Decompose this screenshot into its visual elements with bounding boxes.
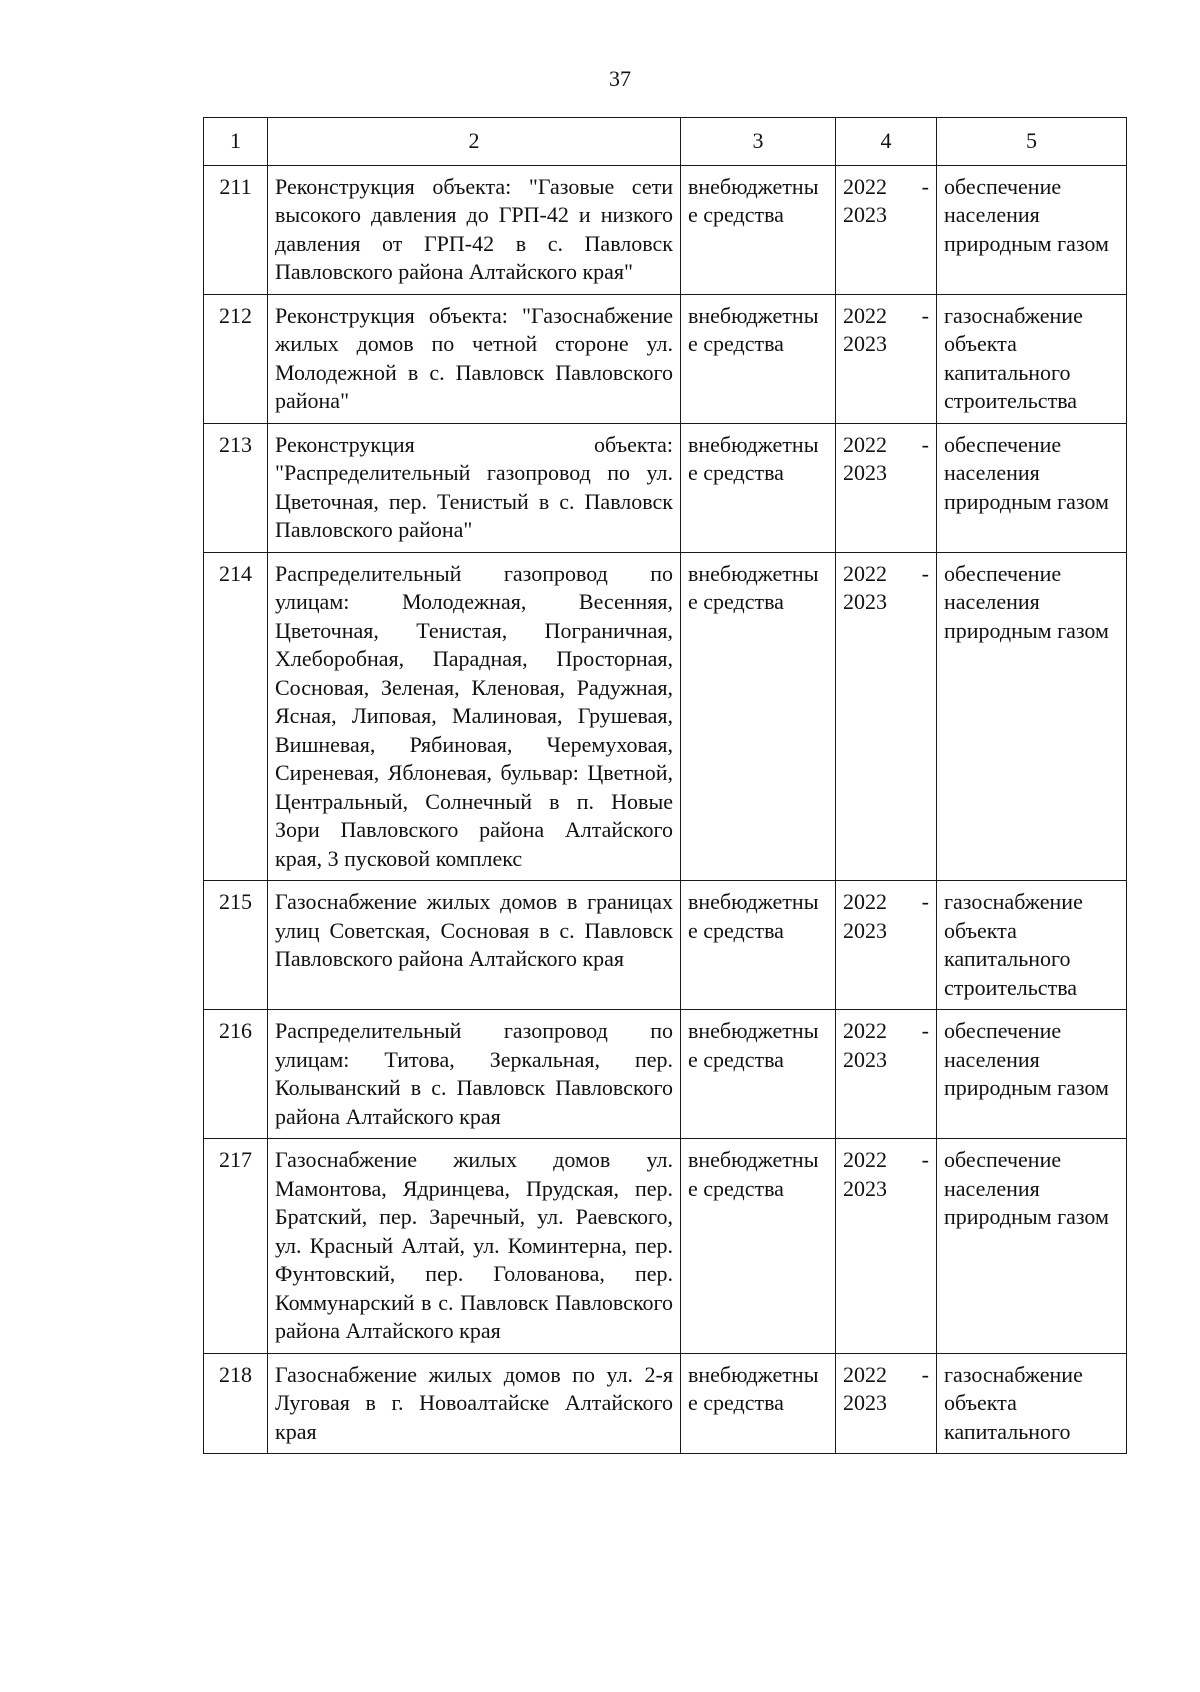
implementation-period	[836, 552, 937, 881]
purpose: обеспечение населения природным газом	[937, 1139, 1127, 1354]
object-name: Газоснабжение жилых домов ул. Мамонтова, Ядринцева, Прудская, пер. Братский, пер. Заречный, ул. Раевского, ул. Красный Алтай, ул. Коминтерна, пер. Фунтовский, пер. Голованова, пер. Коммунарский в с. Павловск Павловского района Алтайского края	[268, 1139, 681, 1354]
object-name: Распределительный газопровод по улицам: Молодежная, Весенняя, Цветочная, Тенистая, Пограничная, Хлеборобная, Парадная, Просторная, Сосновая, Зеленая, Кленовая, Радужная, Ясная, Липовая, Малиновая, Грушевая, Вишневая, Рябиновая, Черемуховая, Сиреневая, Яблоневая, бульвар: Цветной, Центральный, Солнечный в п. Новые Зори Павловского района Алтайского края, 3 пусковой комплекс	[268, 552, 681, 881]
row-number: 216	[204, 1010, 268, 1139]
funding-source: внебюджетные средства	[681, 552, 836, 881]
year-from: 2022	[843, 560, 887, 586]
table-row	[204, 423, 1127, 552]
implementation-period	[836, 294, 937, 423]
funding-source: внебюджетные средства	[681, 1139, 836, 1354]
page-number: 37	[609, 66, 631, 91]
table-row	[204, 1353, 1127, 1454]
year-dash: -	[921, 431, 929, 457]
implementation-period	[836, 1353, 937, 1454]
purpose: газоснабжение объекта капитального строительства	[937, 881, 1127, 1010]
funding-source: внебюджетные средства	[681, 294, 836, 423]
year-to: 2023	[843, 202, 887, 227]
year-dash: -	[921, 889, 929, 914]
table-row	[204, 1139, 1127, 1354]
object-name: Распределительный газопровод по улицам: Титова, Зеркальная, пер. Колыванский в с. Павловск Павловского района Алтайского края	[268, 1010, 681, 1139]
table-row	[204, 881, 1127, 1010]
table-row	[204, 165, 1127, 294]
row-number: 218	[204, 1353, 268, 1454]
implementation-period	[836, 1139, 937, 1354]
purpose: обеспечение населения природным газом	[937, 1010, 1127, 1139]
year-from: 2022	[843, 1018, 887, 1043]
header-col-2: 2	[268, 118, 681, 166]
year-dash: -	[921, 1018, 929, 1043]
implementation-period	[836, 881, 937, 1010]
funding-source: внебюджетные средства	[681, 881, 836, 1010]
implementation-period	[836, 1010, 937, 1139]
purpose: обеспечение населения природным газом	[937, 165, 1127, 294]
year-from: 2022	[843, 1361, 887, 1387]
year-to: 2023	[843, 331, 887, 356]
header-col-4: 4	[836, 118, 937, 166]
year-from: 2022	[843, 431, 887, 457]
year-from: 2022	[843, 302, 887, 328]
row-number: 211	[204, 165, 268, 294]
object-name: Газоснабжение жилых домов по ул. 2-я Луговая в г. Новоалтайске Алтайского края	[268, 1353, 681, 1454]
year-dash: -	[921, 560, 929, 586]
purpose: обеспечение населения природным газом	[937, 423, 1127, 552]
funding-source: внебюджетные средства	[681, 1353, 836, 1454]
objects-table	[203, 117, 1127, 1454]
year-dash: -	[921, 1147, 929, 1172]
funding-source: внебюджетные средства	[681, 165, 836, 294]
year-to: 2023	[843, 917, 887, 943]
purpose: газоснабжение объекта капитального	[937, 1353, 1127, 1454]
year-to: 2023	[843, 1175, 887, 1201]
implementation-period	[836, 423, 937, 552]
year-dash: -	[921, 302, 929, 328]
funding-source: внебюджетные средства	[681, 423, 836, 552]
row-number: 214	[204, 552, 268, 881]
table-row	[204, 294, 1127, 423]
year-to: 2023	[843, 460, 887, 485]
object-name: Реконструкция объекта: "Газовые сети высокого давления до ГРП-42 и низкого давления от ГРП-42 в с. Павловск Павловского района Алтайского края"	[268, 165, 681, 294]
table-row	[204, 552, 1127, 881]
implementation-period	[836, 165, 937, 294]
header-col-3: 3	[681, 118, 836, 166]
row-number: 217	[204, 1139, 268, 1354]
object-name: Газоснабжение жилых домов в границах улиц Советская, Сосновая в с. Павловск Павловского района Алтайского края	[268, 881, 681, 1010]
year-to: 2023	[843, 589, 887, 614]
purpose: обеспечение населения природным газом	[937, 552, 1127, 881]
header-col-5: 5	[937, 118, 1127, 166]
header-col-1: 1	[204, 118, 268, 166]
year-to: 2023	[843, 1390, 887, 1415]
row-number: 212	[204, 294, 268, 423]
year-from: 2022	[843, 1147, 887, 1172]
year-to: 2023	[843, 1046, 887, 1072]
year-dash: -	[921, 173, 929, 199]
table-header-row	[204, 118, 1127, 166]
object-name: Реконструкция объекта: "Распределительный газопровод по ул. Цветочная, пер. Тенистый в с. Павловск Павловского района"	[268, 423, 681, 552]
year-from: 2022	[843, 889, 887, 914]
funding-source: внебюджетные средства	[681, 1010, 836, 1139]
row-number: 215	[204, 881, 268, 1010]
table-row	[204, 1010, 1127, 1139]
row-number: 213	[204, 423, 268, 552]
year-dash: -	[921, 1361, 929, 1387]
object-name: Реконструкция объекта: "Газоснабжение жилых домов по четной стороне ул. Молодежной в с. Павловск Павловского района"	[268, 294, 681, 423]
year-from: 2022	[843, 173, 887, 199]
purpose: газоснабжение объекта капитального строительства	[937, 294, 1127, 423]
table-body	[204, 165, 1127, 1454]
